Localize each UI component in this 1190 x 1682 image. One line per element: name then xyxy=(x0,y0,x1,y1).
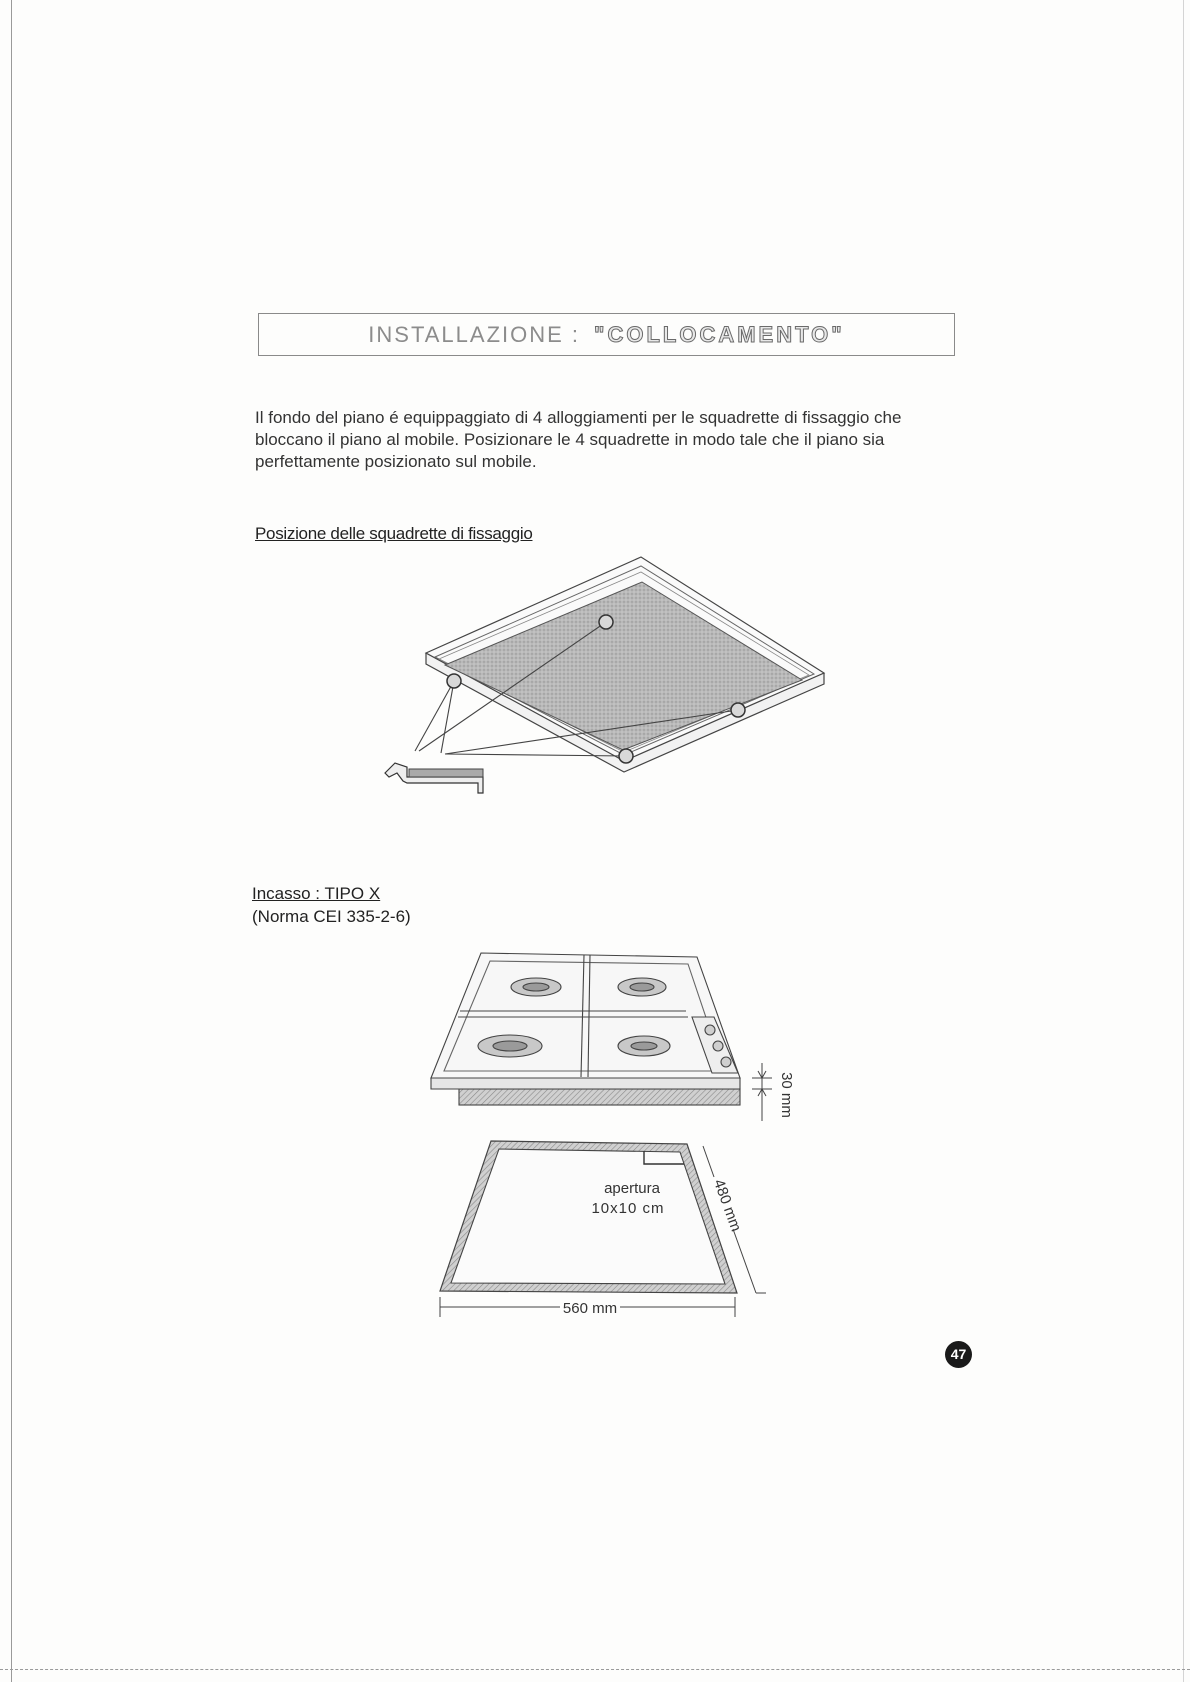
page-title-main: "COLLOCAMENTO" xyxy=(594,321,845,347)
fixing-brackets-heading: Posizione delle squadrette di fissaggio xyxy=(255,524,533,543)
intro-line: bloccano il piano al mobile. Posizionare le 4 squadrette in modo tale che il piano sia xyxy=(255,430,885,449)
hob-top-view xyxy=(431,953,740,1105)
intro-line: Il fondo del piano é equippaggiato di 4 alloggiamenti per le squadrette di fissaggio che xyxy=(255,408,902,427)
incasso-norm: (Norma CEI 335-2-6) xyxy=(252,907,411,926)
mounting-point xyxy=(619,749,633,763)
scan-left-edge xyxy=(11,0,12,1682)
opening-label: apertura xyxy=(604,1180,660,1197)
burner-cap xyxy=(630,983,654,991)
page-title xyxy=(258,313,955,356)
thickness-dimension xyxy=(752,1063,772,1121)
knob-icon xyxy=(713,1041,723,1051)
fixing-bracket xyxy=(385,763,483,793)
incasso-heading: Incasso : TIPO X xyxy=(252,884,381,903)
page-number-badge: 47 xyxy=(945,1341,972,1368)
page-title-prefix: INSTALLAZIONE : xyxy=(368,321,581,347)
cutout-illustration xyxy=(420,945,800,1330)
mounting-point xyxy=(731,703,745,717)
mounting-point xyxy=(599,615,613,629)
hob-base-plate xyxy=(445,582,802,750)
burner-cap xyxy=(493,1041,527,1051)
burner-cap xyxy=(631,1042,657,1050)
width-label: 560 mm xyxy=(562,1300,618,1317)
depth-label: 480 mm xyxy=(709,1177,745,1234)
hob-base-box xyxy=(459,1089,740,1105)
worktop-cutout xyxy=(440,1141,737,1293)
knob-icon xyxy=(705,1025,715,1035)
burner-cap xyxy=(523,983,549,991)
thickness-label: 30 mm xyxy=(778,1072,795,1118)
scan-bottom-edge xyxy=(0,1669,1190,1670)
opening-size-label: 10x10 cm xyxy=(591,1200,665,1217)
hob-underside-illustration xyxy=(383,553,833,798)
intro-line: perfettamente posizionato sul mobile. xyxy=(255,452,537,471)
intro-paragraph xyxy=(255,407,965,473)
scan-right-edge xyxy=(1183,0,1184,1682)
knob-icon xyxy=(721,1057,731,1067)
hob-surface xyxy=(431,953,740,1078)
mounting-point xyxy=(447,674,461,688)
hob-front-edge xyxy=(431,1078,740,1089)
